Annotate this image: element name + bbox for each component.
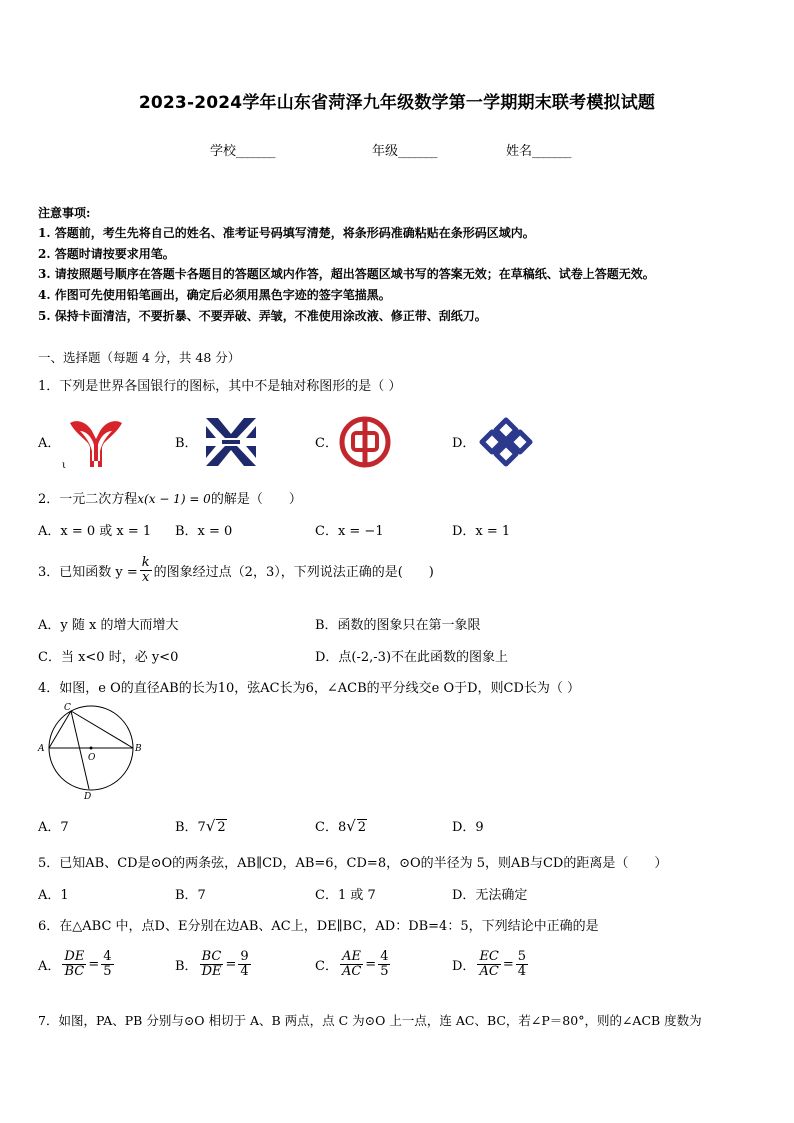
frac-num: 5 [517, 949, 527, 964]
q4-circle-figure [34, 700, 150, 804]
q6-option-b-rhs [238, 950, 250, 978]
question-1-stem: 1．下列是世界各国银行的图标，其中不是轴对称图形的是（ ） [38, 379, 402, 394]
q3-stem-post: 的图象经过点（2，3），下列说法正确的是( ) [153, 564, 434, 580]
school-field[interactable] [210, 140, 275, 159]
question-5-stem: 5．已知AB、CD是⊙O的两条弦，AB∥CD，AB=6，CD=8，⊙O的半径为 5，则AB与CD的距离是（ ） [38, 856, 668, 871]
note-item: 2. 答题时请按要求用笔。 [38, 247, 175, 261]
question-4-stem: 4．如图，e O的直径AB的长为10，弦AC长为6，∠ACB的平分线交e O于D，则CD长为（ ） [38, 681, 581, 696]
bank-of-china-logo-icon [338, 415, 392, 469]
q6-option-d-rhs [516, 950, 528, 978]
equals-sign: = [502, 956, 514, 972]
school-label: 学校 [210, 144, 237, 159]
q1-option-d-label: D． [452, 436, 476, 451]
q3-frac-den: x [142, 569, 150, 585]
grade-blank: _______ [398, 144, 437, 159]
q6-option-a [38, 950, 116, 978]
note-item: 5. 保持卡面清洁，不要折暴、不要弄破、弄皱，不准使用涂改液、修正带、刮纸刀。 [38, 309, 487, 323]
frac-den: 4 [240, 963, 249, 979]
bank-logo-knot-icon [476, 416, 536, 468]
name-blank: _______ [532, 144, 571, 159]
frac-num: 9 [240, 949, 249, 964]
frac-den: AC [479, 963, 499, 979]
q6-option-c-rhs [378, 950, 390, 978]
q2-option-a: A．x = 0 或 x = 1 [38, 524, 152, 539]
note-item: 4. 作图可先使用铅笔画出，确定后必须用黑色字迹的签字笔描黑。 [38, 288, 391, 302]
frac-num: DE [64, 949, 85, 964]
q4-option-b-root: 2 [217, 820, 226, 835]
frac-num: AE [342, 949, 362, 964]
q5-option-b: B．7 [175, 888, 206, 903]
q3-stem-pre: 3．已知函数 y = [38, 564, 138, 580]
q6-option-c-lhs [340, 950, 363, 978]
q2-equation: x(x − 1) = 0 [137, 492, 211, 506]
q3-frac-num: k [141, 555, 150, 570]
question-2-stem [38, 488, 302, 507]
q4-option-c-text: C．8 [315, 820, 347, 835]
frac-num: EC [479, 949, 499, 964]
q5-option-a: A．1 [38, 888, 69, 903]
name-label: 姓名 [506, 144, 533, 159]
q6-option-b-lhs [200, 950, 224, 978]
q1-option-c-label: C． [315, 436, 338, 451]
frac-den: 4 [517, 963, 527, 979]
figure-label-b: B [135, 744, 142, 754]
school-blank: _______ [236, 144, 275, 159]
q6-option-a-label: A． [38, 958, 61, 974]
frac-num: 4 [380, 949, 389, 964]
q2-stem-post: 的解是（ ） [210, 492, 302, 507]
q6-option-d-lhs [477, 950, 500, 978]
frac-num: BC [201, 949, 222, 964]
q3-option-b: B．函数的图象只在第一象限 [315, 618, 481, 633]
q4-option-d: D．9 [452, 820, 484, 835]
q6-option-a-rhs [101, 950, 113, 978]
q3-fraction [140, 556, 152, 584]
frac-den: 5 [103, 963, 112, 979]
q6-option-d-label: D． [452, 958, 476, 974]
q4-option-a: A．7 [38, 820, 69, 835]
bank-logo-arrows-icon [204, 416, 258, 468]
q2-option-b: B．x = 0 [175, 524, 233, 539]
equals-sign: = [365, 956, 377, 972]
q6-option-a-lhs [62, 950, 86, 978]
q5-option-d: D．无法确定 [452, 888, 528, 903]
q1-option-a-label: A． [38, 436, 61, 451]
page-title: 2023-2024学年山东省菏泽九年级数学第一学期期末联考模拟试题 [138, 93, 656, 113]
q2-option-c: C．x = −1 [315, 524, 384, 539]
equals-sign: = [88, 956, 100, 972]
question-6-stem: 6．在△ABC 中，点D、E分别在边AB、AC上，DE∥BC，AD：DB=4：5，下列结论中正确的是 [38, 919, 599, 934]
q3-option-c: C．当 x<0 时，必 y<0 [38, 650, 179, 665]
figure-label-d: D [84, 792, 92, 802]
notes-heading: 注意事项: [38, 206, 91, 220]
grade-label: 年级 [372, 144, 399, 159]
q6-option-b-label: B． [175, 958, 198, 974]
q6-option-c-label: C． [315, 958, 338, 974]
q3-option-d: D．点(-2,-3)不在此函数的图象上 [315, 650, 509, 665]
frac-den: AC [341, 963, 362, 979]
question-7-stem: 7．如图，PA、PB 分别与⊙O 相切于 A、B 两点，点 C 为⊙O 上一点，连 AC、BC，若∠P＝80°，则的∠ACB 度数为 [38, 1013, 702, 1028]
section-heading: 一、选择题（每题 4 分，共 48 分） [38, 350, 241, 365]
stray-mark: ι [62, 460, 66, 471]
q3-option-a: A．y 随 x 的增大而增大 [38, 618, 179, 633]
q6-option-d [452, 950, 530, 978]
question-3-stem [38, 556, 434, 584]
frac-den: BC [64, 963, 85, 979]
q6-option-b [175, 950, 253, 978]
q5-option-c: C．1 或 7 [315, 888, 376, 903]
name-field[interactable] [506, 140, 571, 159]
q4-option-b: B．7√ 2 [175, 817, 226, 835]
q4-option-b-text: B．7 [175, 820, 206, 835]
q2-option-d: D．x = 1 [452, 524, 511, 539]
q6-option-c [315, 950, 392, 978]
grade-field[interactable] [372, 140, 437, 159]
note-item: 1. 答题前，考生先将自己的姓名、准考证号码填写清楚，将条形码准确粘贴在条形码区域内。 [38, 226, 535, 240]
q4-option-c-root: 2 [357, 820, 367, 835]
frac-num: 4 [103, 949, 112, 964]
frac-den: DE [201, 963, 222, 979]
bank-logo-y-shape-icon [66, 417, 126, 471]
frac-den: 5 [380, 963, 389, 979]
q4-option-c: C．8√ 2 [315, 817, 367, 835]
equals-sign: = [225, 956, 237, 972]
q1-option-b-label: B． [175, 436, 198, 451]
figure-label-c: C [64, 703, 71, 713]
figure-label-a: A [38, 744, 45, 754]
q2-stem-pre: 2．一元二次方程 [38, 492, 138, 507]
note-item: 3. 请按照题号顺序在答题卡各题目的答题区域内作答，超出答题区域书写的答案无效；在草稿纸、试卷上答题无效。 [38, 267, 655, 281]
figure-label-o: O [88, 753, 96, 763]
